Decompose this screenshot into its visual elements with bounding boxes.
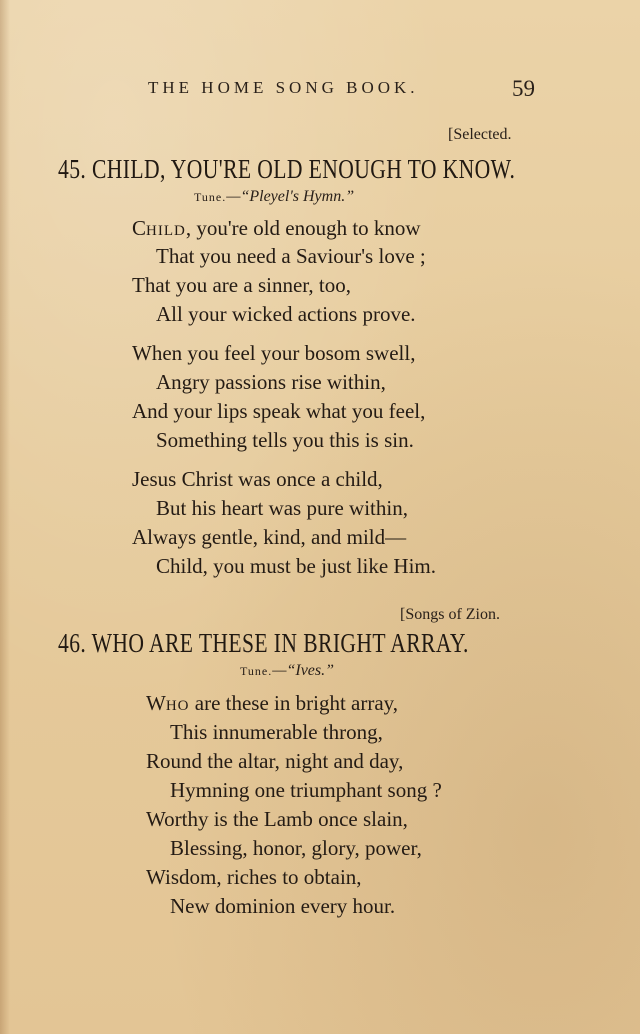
tune-label: Tune. <box>240 664 273 678</box>
verse-line: Angry passions rise within, <box>156 370 386 394</box>
verse-line <box>146 691 398 716</box>
verse-line: Always gentle, kind, and mild— <box>132 525 407 549</box>
verse-line: Jesus Christ was once a child, <box>132 467 383 491</box>
running-head: THE HOME SONG BOOK. <box>148 78 419 97</box>
verse-line: Child, you must be just like Him. <box>156 554 437 578</box>
tune-name: —“Ives.” <box>272 662 335 679</box>
first-word-rest: HO <box>165 698 190 714</box>
first-word-rest: HILD <box>146 223 186 239</box>
drop-initial: W <box>146 691 166 715</box>
verse-line: When you feel your bosom swell, <box>132 341 416 365</box>
verse-line: Wisdom, riches to obtain, <box>146 865 362 889</box>
verse-line: That you are a sinner, too, <box>132 273 352 297</box>
first-line-rest: , you're old enough to know <box>185 216 421 240</box>
verse-line: New dominion every hour. <box>170 894 396 918</box>
first-line-rest: are these in bright array, <box>189 691 399 715</box>
tune-name: —“Pleyel's Hymn.” <box>226 188 355 205</box>
verse-line: Round the altar, night and day, <box>146 749 404 773</box>
page-number: 59 <box>512 76 535 101</box>
verse-line: Hymning one triumphant song ? <box>170 778 442 802</box>
hymn-source: [Songs of Zion. <box>400 606 500 623</box>
hymn-source: [Selected. <box>448 126 512 143</box>
hymn-title: 46. WHO ARE THESE IN BRIGHT ARRAY. <box>58 628 469 658</box>
hymn-title: 45. CHILD, YOU'RE OLD ENOUGH TO KNOW. <box>58 154 516 184</box>
verse-line: All your wicked actions prove. <box>156 302 416 326</box>
verse-line: Worthy is the Lamb once slain, <box>146 807 408 831</box>
tune-label: Tune. <box>194 190 227 204</box>
verse-line: And your lips speak what you feel, <box>132 399 426 423</box>
verse-line: Blessing, honor, glory, power, <box>170 836 422 860</box>
verse-line: That you need a Saviour's love ; <box>156 244 426 268</box>
verse-line <box>132 216 421 241</box>
verse-line: This innumerable throng, <box>170 720 383 744</box>
tune-line <box>240 662 334 680</box>
verse-line: Something tells you this is sin. <box>156 428 414 452</box>
drop-initial: C <box>132 216 147 240</box>
tune-line <box>194 188 354 206</box>
verse-line: But his heart was pure within, <box>156 496 408 520</box>
